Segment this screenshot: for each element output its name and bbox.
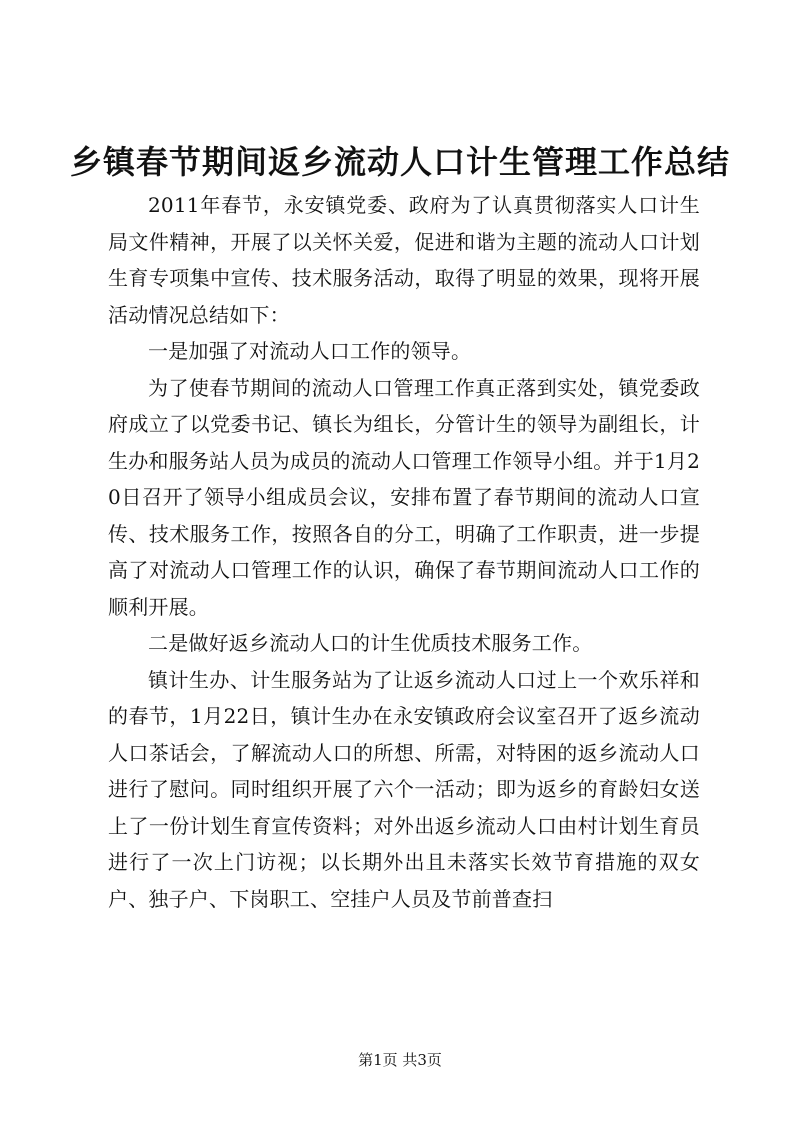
- paragraph-intro: 2011年春节，永安镇党委、政府为了认真贯彻落实人口计生局文件精神，开展了以关怀关爱，促进和谐为主题的流动人口计划生育专项集中宣传、技术服务活动，取得了明显的效果，现将开展活动情况总结如下：: [108, 193, 700, 327]
- page-number-footer: 第1页 共3页: [358, 1051, 442, 1069]
- paragraph-services: 镇计生办、计生服务站为了让返乡流动人口过上一个欢乐祥和的春节，1月22日，镇计生办在永安镇政府会议室召开了返乡流动人口茶话会，了解流动人口的所想、所需，对特困的返乡流动人口进行了慰问。同时组织开展了六个一活动；即为返乡的育龄妇女送上了一份计划生育宣传资料；对外出返乡流动人口由村计划生育员进行了一次上门访视；以长期外出且未落实长效节育措施的双女户、独子户、下岗职工、空挂户人员及节前普查扫: [108, 667, 700, 911]
- paragraph-leadership: 为了使春节期间的流动人口管理工作真正落到实处，镇党委政府成立了以党委书记、镇长为组长，分管计生的领导为副组长，计生办和服务站人员为成员的流动人口管理工作领导小组。并于1月20日召开了领导小组成员会议，安排布置了春节期间的流动人口宣传、技术服务工作，按照各自的分工，明确了工作职责，进一步提高了对流动人口管理工作的认识，确保了春节期间流动人口工作的顺利开展。: [108, 375, 700, 619]
- section-heading-1: 一是加强了对流动人口工作的领导。: [148, 339, 472, 363]
- section-heading-2: 二是做好返乡流动人口的计生优质技术服务工作。: [148, 631, 593, 655]
- document-body: [108, 187, 700, 917]
- document-title: 乡镇春节期间返乡流动人口计生管理工作总结: [69, 143, 730, 181]
